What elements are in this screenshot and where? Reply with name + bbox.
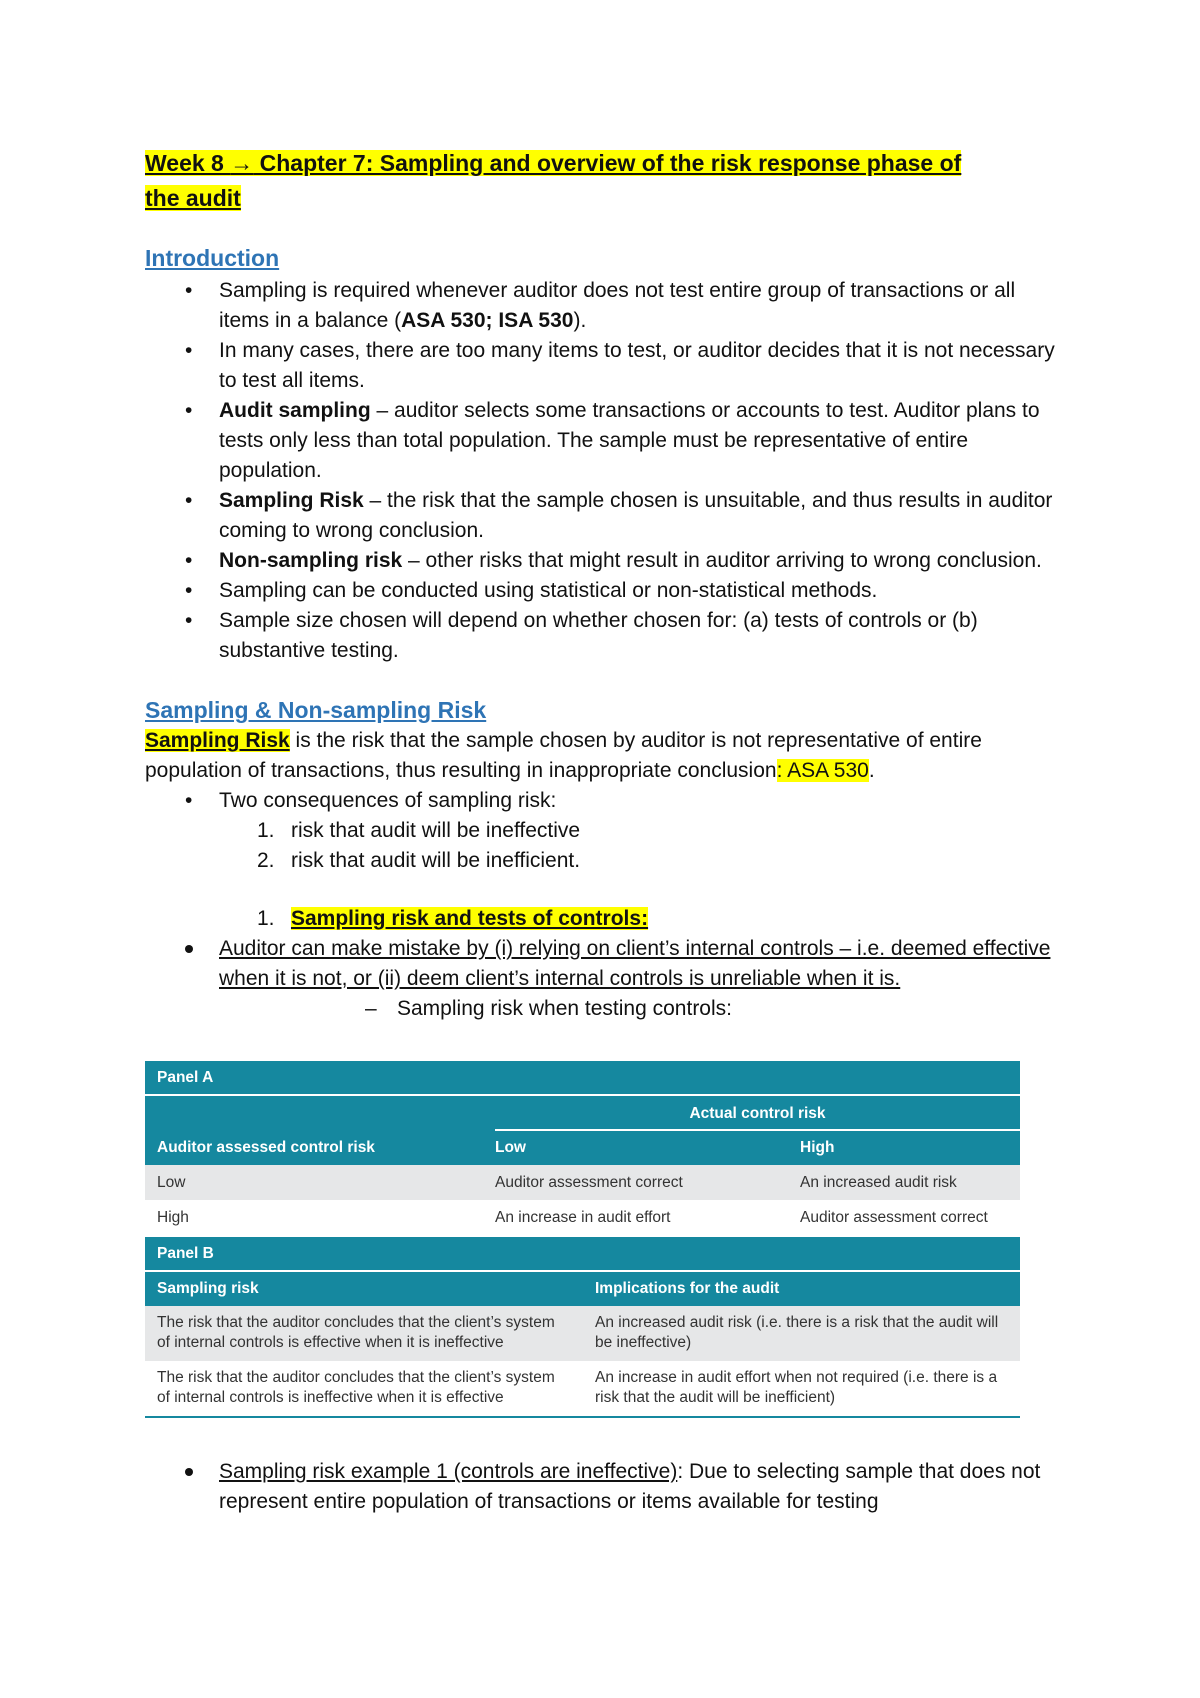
actual-control-risk-label: Actual control risk [495, 1096, 1020, 1131]
list-item [145, 276, 1065, 336]
panel-b-header [145, 1235, 1020, 1270]
item-number: 1. [257, 819, 275, 842]
example-section [145, 1457, 1065, 1517]
intro-b5-text: – other risks that might result in auditor arriving to wrong conclusion. [402, 549, 1042, 572]
panel-a-header [145, 1061, 1020, 1096]
dash-item [145, 994, 1065, 1024]
example-list [145, 1457, 1065, 1517]
numbered-item [145, 904, 1065, 934]
table-row [145, 1200, 1020, 1235]
sampling-heading: Sampling & Non-sampling Risk [145, 697, 487, 723]
example-title: Sampling risk example 1 (controls are ineffective) [219, 1460, 678, 1483]
actual-control-risk-row [145, 1096, 1020, 1131]
table-cell: The risk that the auditor concludes that the client’s system of internal controls is ineffective when it is effective [157, 1369, 555, 1406]
panel-a-label: Panel A [157, 1069, 214, 1086]
list-item [145, 396, 1065, 486]
controls-list [145, 934, 1065, 994]
intro-b4-text: – the risk that the sample chosen is unsuitable, and thus results in auditor coming to wrong conclusion. [219, 489, 1053, 542]
item-text: risk that audit will be ineffective [291, 819, 581, 842]
item-text: risk that audit will be inefficient. [291, 849, 581, 872]
intro-list [145, 276, 1065, 666]
item-number: 2. [257, 849, 275, 872]
column-header: Auditor assessed control risk [157, 1139, 375, 1156]
arrow-icon: → [230, 150, 254, 176]
page-title [145, 146, 1065, 216]
table-cell: High [157, 1209, 189, 1226]
subsection-title: Sampling risk and tests of controls: [291, 907, 649, 930]
list-item [145, 1457, 1065, 1517]
title-line2: the audit [145, 185, 241, 211]
table-cell: The risk that the auditor concludes that the client’s system of internal controls is effective when it is ineffective [157, 1314, 555, 1351]
title-rest: Chapter 7: Sampling and overview of the risk response phase of [253, 150, 962, 176]
numbered-item [145, 816, 1065, 846]
table-cell: An increase in audit effort when not required (i.e. there is a risk that the audit will be inefficient) [595, 1369, 998, 1406]
subsection-heading [145, 904, 1065, 934]
sampling-para-end: . [868, 759, 875, 782]
list-item: • Sampling can be conducted using statistical or non-statistical methods. [145, 576, 1065, 606]
list-item [145, 486, 1065, 546]
table-cell: An increased audit risk [800, 1174, 957, 1191]
term-non-sampling-risk: Non-sampling risk [219, 549, 403, 572]
numbered-item [145, 846, 1065, 876]
sampling-paragraph [145, 726, 1065, 786]
consequences-list [145, 786, 1065, 816]
title-prefix: Week 8 [145, 150, 231, 176]
term-sampling-risk: Sampling Risk [219, 489, 364, 512]
table-cell: Auditor assessment correct [800, 1209, 988, 1226]
table-row [145, 1165, 1020, 1200]
intro-b1-ref: ASA 530; ISA 530 [401, 309, 574, 332]
sampling-para-text: is the risk that the sample chosen by auditor is not representative of entire population of transactions, thus resulting in inappropriate conclusion [145, 729, 982, 782]
table-row [145, 1306, 1020, 1361]
sampling-risk-table [145, 1061, 1020, 1418]
dash-text: Sampling risk when testing controls: [397, 997, 732, 1020]
term-sampling-risk-def: Sampling Risk [145, 729, 290, 752]
list-item: • Sample size chosen will depend on whether chosen for: (a) tests of controls or (b) substantive testing. [145, 606, 1065, 666]
list-item: Auditor can make mistake by (i) relying on client’s internal controls – i.e. deemed effective when it is not, or (ii) deem client’s internal controls is unreliable when it is. [145, 934, 1065, 994]
table-cell: Auditor assessment correct [495, 1174, 683, 1191]
list-item: • In many cases, there are too many items to test, or auditor decides that it is not necessary to test all items. [145, 336, 1065, 396]
consequences-numbered [145, 816, 1065, 876]
intro-b3-text: – auditor selects some transactions or accounts to test. Auditor plans to tests only less than total population. The sample must be representative of entire population. [219, 399, 1040, 482]
list-item [145, 546, 1065, 576]
list-item: • Two consequences of sampling risk: [145, 786, 1065, 816]
term-audit-sampling: Audit sampling [219, 399, 371, 422]
table-bottom-rule [145, 1416, 1020, 1418]
table-cell: An increase in audit effort [495, 1209, 671, 1226]
item-number: 1. [257, 907, 275, 930]
panel-b-label: Panel B [157, 1245, 214, 1262]
table-header-row [145, 1131, 1020, 1165]
document-body [145, 146, 1065, 1024]
column-header: High [800, 1139, 835, 1156]
intro-b1-end: ). [573, 309, 587, 332]
sampling-para-ref: : ASA 530 [776, 759, 869, 782]
intro-b1-text: Sampling is required whenever auditor does not test entire group of transactions or all items in a balance ( [219, 279, 1016, 332]
table-row [145, 1361, 1020, 1414]
panel-b-header-row [145, 1270, 1020, 1306]
column-header: Sampling risk [157, 1280, 259, 1297]
example-text: : Due to selecting sample that does not represent entire population of transactions or items available for testing [219, 1460, 1041, 1513]
dash-mark: – [365, 997, 377, 1020]
table-cell: Low [157, 1174, 186, 1191]
table-cell: An increased audit risk (i.e. there is a risk that the audit will be ineffective) [595, 1314, 999, 1351]
intro-heading: Introduction [145, 245, 280, 271]
column-header: Implications for the audit [595, 1280, 780, 1297]
column-header: Low [495, 1139, 526, 1156]
